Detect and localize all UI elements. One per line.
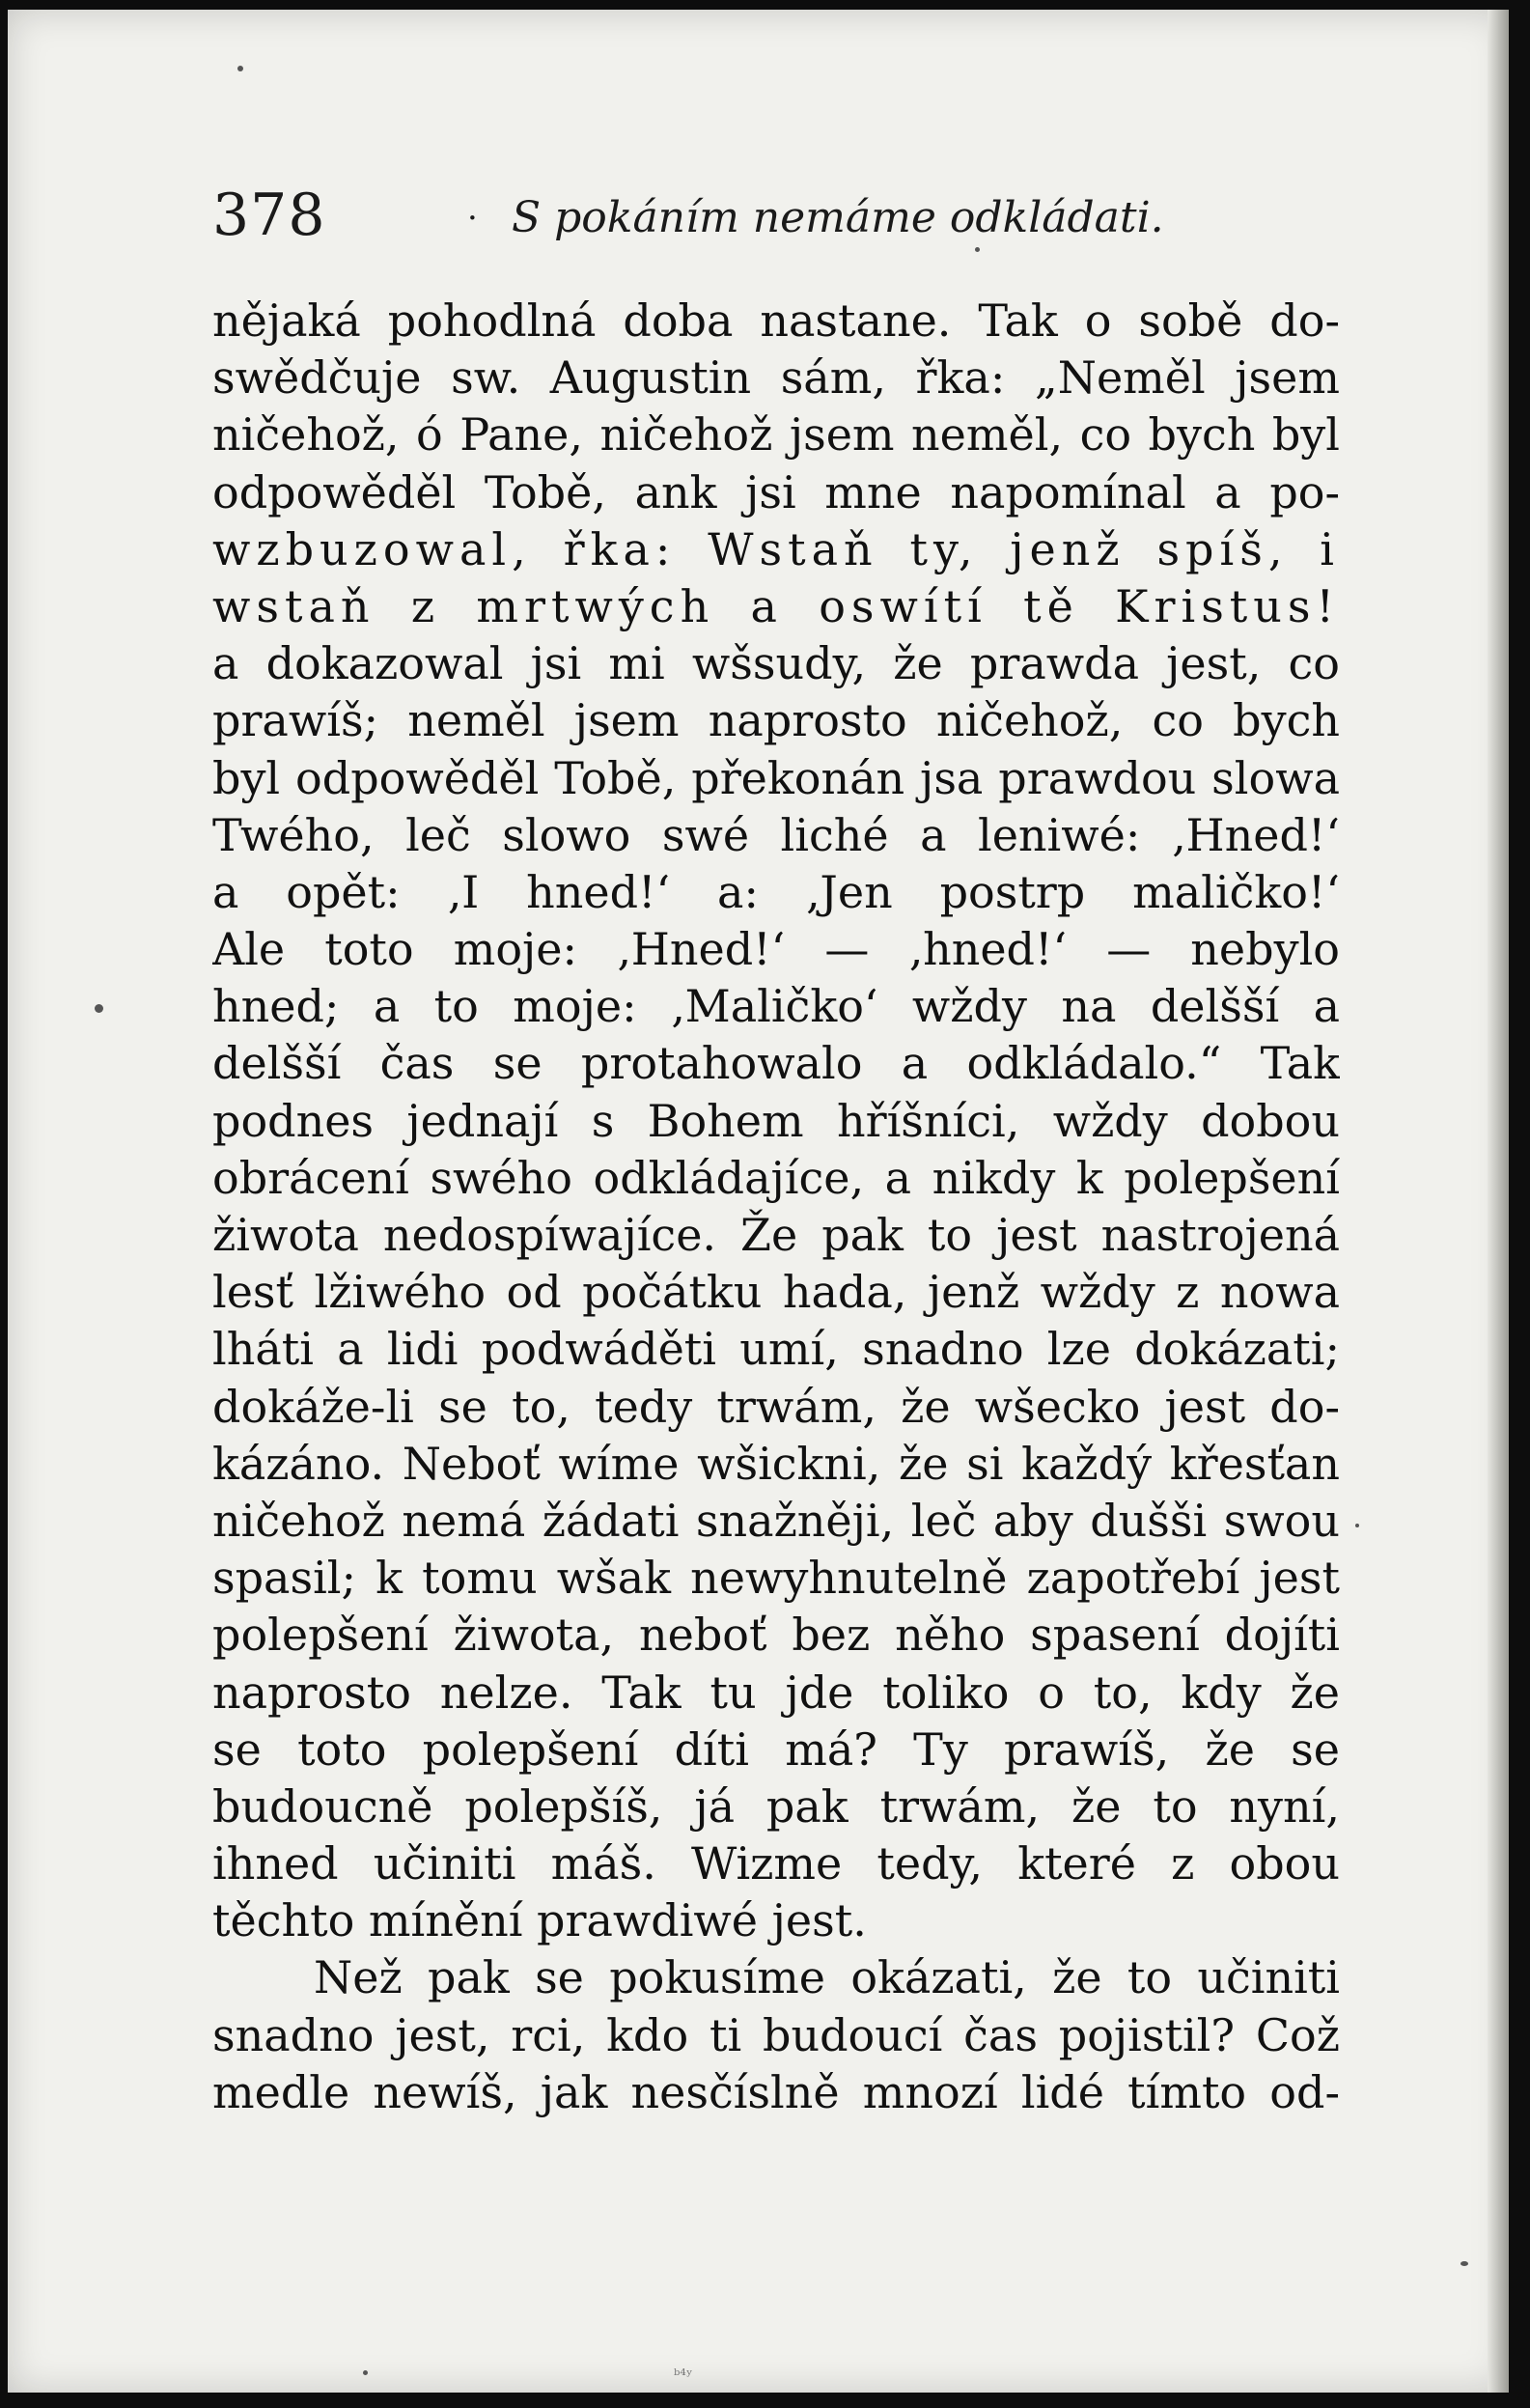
paper-speck bbox=[1355, 1524, 1359, 1527]
text-line: obrácení swého odkládajíce, a nikdy k polepšení bbox=[212, 1151, 1340, 1204]
text-line: ničehož, ó Pane, ničehož jsem neměl, co bych byl bbox=[212, 408, 1340, 462]
footer-mark: ᵇ⁴ʸ bbox=[674, 2366, 693, 2384]
paper-speck bbox=[363, 2370, 368, 2375]
text-line: polepšení žiwota, neboť bez něho spasení dojíti bbox=[212, 1609, 1340, 1662]
paper-speck bbox=[1460, 2261, 1468, 2266]
text-line: medle newíš, jak nesčíslně mnozí lidé tímto od- bbox=[212, 2065, 1340, 2118]
header-dot-decoration: · bbox=[467, 199, 478, 238]
text-line: Twého, leč slowo swé liché a leniwé: ‚Hned!‘ bbox=[212, 808, 1340, 861]
text-line: a opět: ‚I hned!‘ a: ‚Jen postrp maličko!‘ bbox=[212, 865, 1340, 918]
text-line: hned; a to moje: ‚Maličko‘ wždy na delšší a bbox=[212, 980, 1340, 1033]
page-header bbox=[212, 182, 1351, 259]
text-line: delšší čas se protahowalo a odkládalo.“ Tak bbox=[212, 1037, 1340, 1090]
text-line: ihned učiniti máš. Wizme tedy, které z obou bbox=[212, 1837, 1340, 1890]
text-line: podnes jednají s Bohem hříšníci, wždy dobou bbox=[212, 1094, 1340, 1147]
text-line: se toto polepšení díti má? Ty prawíš, že se bbox=[212, 1722, 1340, 1776]
text-line: snadno jest, rci, kdo ti budoucí čas pojistil? Což bbox=[212, 2008, 1340, 2061]
text-line: naprosto nelze. Tak tu jde toliko o to, kdy že bbox=[212, 1666, 1340, 1719]
text-line: těchto mínění prawdiwé jest. bbox=[212, 1894, 867, 1947]
body-text bbox=[212, 293, 1340, 2121]
running-head: S pokáním nemáme odkládati. bbox=[512, 193, 1164, 242]
text-line: budoucně polepšíš, já pak trwám, že to nyní, bbox=[212, 1779, 1340, 1833]
text-line: kázáno. Neboť wíme wšickni, že si každý křesťan bbox=[212, 1437, 1340, 1490]
text-line: dokáže-li se to, tedy trwám, že wšecko jest do- bbox=[212, 1380, 1340, 1433]
paper-speck bbox=[95, 1004, 103, 1013]
text-line: wzbuzowal, řka: Wstaň ty, jenž spíš, i bbox=[212, 522, 1340, 575]
paper-speck bbox=[237, 66, 243, 71]
text-line: ničehož nemá žádati snažněji, leč aby dušši swou bbox=[212, 1494, 1340, 1547]
text-line: nějaká pohodlná doba nastane. Tak o sobě do- bbox=[212, 294, 1340, 347]
text-line-paragraph-start: Než pak se pokusíme okázati, že to učiniti bbox=[314, 1951, 1340, 2004]
text-line: lesť lžiwého od počátku hada, jenž wždy z nowa bbox=[212, 1266, 1340, 1319]
text-line: a dokazowal jsi mi wšsudy, že prawda jest, co bbox=[212, 637, 1340, 690]
text-line: odpowěděl Tobě, ank jsi mne napomínal a po- bbox=[212, 465, 1340, 518]
text-line: Ale toto moje: ‚Hned!‘ — ‚hned!‘ — nebylo bbox=[212, 923, 1340, 976]
text-line: swědčuje sw. Augustin sám, řka: „Neměl jsem bbox=[212, 351, 1340, 405]
text-line: wstaň z mrtwých a oswítí tě Kristus! bbox=[212, 579, 1340, 632]
text-line: byl odpowěděl Tobě, překonán jsa prawdou slowa bbox=[212, 751, 1340, 804]
text-line: prawíš; neměl jsem naprosto ničehož, co bych bbox=[212, 694, 1340, 747]
paper-speck bbox=[975, 247, 980, 252]
book-page bbox=[8, 10, 1509, 2393]
text-line: spasil; k tomu wšak newyhnutelně zapotřebí jest bbox=[212, 1552, 1340, 1605]
text-line: žiwota nedospíwajíce. Že pak to jest nastrojená bbox=[212, 1209, 1340, 1261]
text-line: lháti a lidi podwáděti umí, snadno lze dokázati; bbox=[212, 1323, 1340, 1376]
page-number: 378 bbox=[212, 182, 326, 249]
page-spine-shadow bbox=[1488, 10, 1509, 2393]
